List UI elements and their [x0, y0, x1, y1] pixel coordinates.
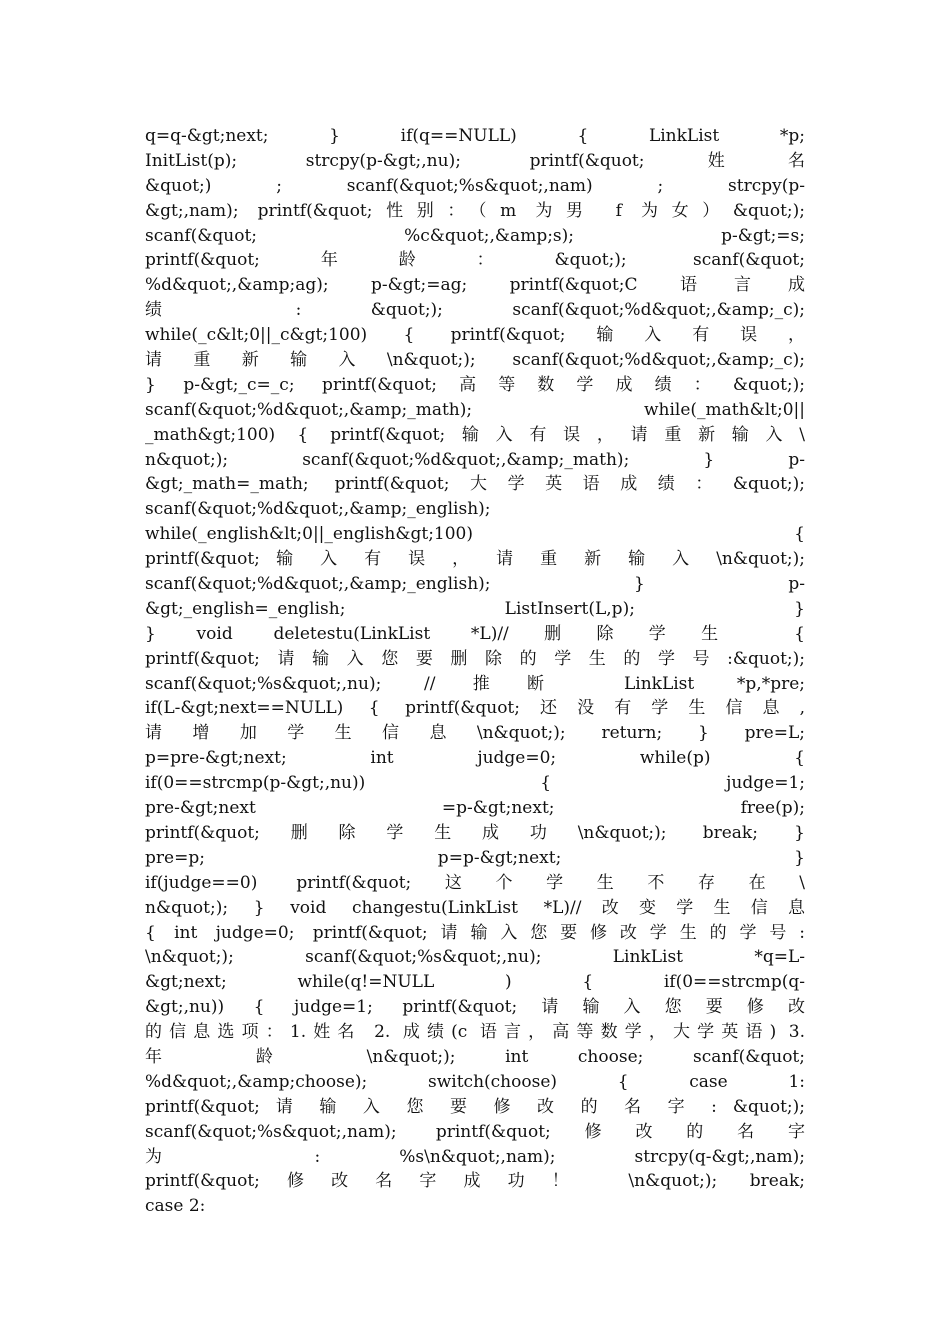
text-line: } p-&gt;_c=_c; printf(&quot;高等数学成绩：&quot;);	[145, 374, 805, 395]
text-line: p=pre-&gt;next; int judge=0; while(p) {	[145, 748, 805, 769]
text-line: &quot;) ; scanf(&quot;%s&quot;,nam) ; strcpy(p-	[145, 175, 805, 196]
text-line: printf(&quot;年龄：&quot;); scanf(&quot;	[145, 250, 805, 271]
text-line: 请重新输入\n&quot;); scanf(&quot;%d&quot;,&amp;_c);	[145, 350, 805, 371]
text-line: printf(&quot;修改名字成功！ \n&quot;); break;	[145, 1171, 805, 1192]
text-line: 请增加学生信息\n&quot;); return; } pre=L;	[145, 723, 805, 744]
text-line: q=q-&gt;next; } if(q==NULL) { LinkList *p;	[145, 126, 805, 146]
text-line: \n&quot;); scanf(&quot;%s&quot;,nu); LinkList *q=L-	[145, 947, 805, 968]
text-line: n&quot;); } void changestu(LinkList *L)//改变学生信息	[145, 897, 805, 918]
text-line: if(judge==0) printf(&quot;这个学生不存在\	[145, 872, 805, 893]
text-line: scanf(&quot;%d&quot;,&amp;_math); while(_math&lt;0||	[145, 399, 805, 420]
text-line: scanf(&quot;%d&quot;,&amp;_english);	[145, 499, 491, 520]
text-line: 绩 : &quot;); scanf(&quot;%d&quot;,&amp;_c);	[145, 300, 805, 321]
text-line: _math&gt;100) { printf(&quot;输入有误，请重新输入\	[145, 424, 805, 445]
text-line: printf(&quot; 请 输 入 您 要 修 改 的 名 字 : &quot;);	[145, 1096, 805, 1117]
text-line: &gt;,nam); printf(&quot;性别：（m 为男 f 为女）&quot;);	[145, 200, 805, 221]
text-line: 的信息选项：1.姓名 2. 成绩(c 语言，高等数学，大学英语) 3.	[145, 1022, 805, 1043]
text-line: printf(&quot;请输入您要删除的学生的学号:&quot;);	[145, 648, 805, 669]
text-line: scanf(&quot;%d&quot;,&amp;_english); } p-	[145, 574, 805, 595]
text-line: } void deletestu(LinkList *L)//删除学生 {	[145, 623, 805, 644]
text-line: printf(&quot; 输 入 有 误 ， 请 重 新 输 入 \n&quot;);	[145, 549, 805, 570]
text-line: %d&quot;,&amp;ag); p-&gt;=ag; printf(&quot;C 语言成	[145, 275, 805, 296]
text-line: &gt;,nu)) { judge=1; printf(&quot;请输入您要修改	[145, 997, 805, 1018]
text-line: InitList(p); strcpy(p-&gt;,nu); printf(&quot;姓名	[145, 150, 805, 171]
text-line: %d&quot;,&amp;choose); switch(choose) { case 1:	[145, 1071, 805, 1092]
text-line: if(L-&gt;next==NULL) { printf(&quot;还没有学生信息,	[145, 698, 805, 719]
document-body	[145, 124, 805, 1219]
text-line: { int judge=0; printf(&quot;请输入您要修改学生的学号:	[145, 922, 805, 943]
text-line: while(_c&lt;0||_c&gt;100) { printf(&quot;输入有误，	[145, 325, 805, 346]
text-line: case 2:	[145, 1196, 206, 1217]
text-line: while(_english&lt;0||_english&gt;100) {	[145, 524, 805, 545]
text-line: &gt;_math=_math; printf(&quot;大学英语成绩：&quot;);	[145, 474, 805, 495]
text-line: pre=p; p=p-&gt;next; }	[145, 847, 805, 868]
text-line: 为 : %s\n&quot;,nam); strcpy(q-&gt;,nam);	[145, 1146, 805, 1167]
text-line: 年 龄 \n&quot;); int choose; scanf(&quot;	[145, 1046, 805, 1067]
text-line: &gt;next; while(q!=NULL ) { if(0==strcmp(q-	[145, 972, 805, 993]
text-line: scanf(&quot;%s&quot;,nam); printf(&quot;修改的名字	[145, 1121, 805, 1142]
text-line: &gt;_english=_english; ListInsert(L,p); }	[145, 598, 805, 619]
text-line: printf(&quot;删除学生成功\n&quot;); break; }	[145, 822, 805, 843]
text-line: n&quot;); scanf(&quot;%d&quot;,&amp;_math); } p-	[145, 449, 805, 470]
text-line: scanf(&quot; %c&quot;,&amp;s); p-&gt;=s;	[145, 225, 805, 246]
text-line: pre-&gt;next =p-&gt;next; free(p);	[145, 798, 805, 819]
text-line: if(0==strcmp(p-&gt;,nu)) { judge=1;	[145, 773, 805, 794]
text-line: scanf(&quot;%s&quot;,nu); //推断 LinkList *p,*pre;	[145, 673, 805, 694]
